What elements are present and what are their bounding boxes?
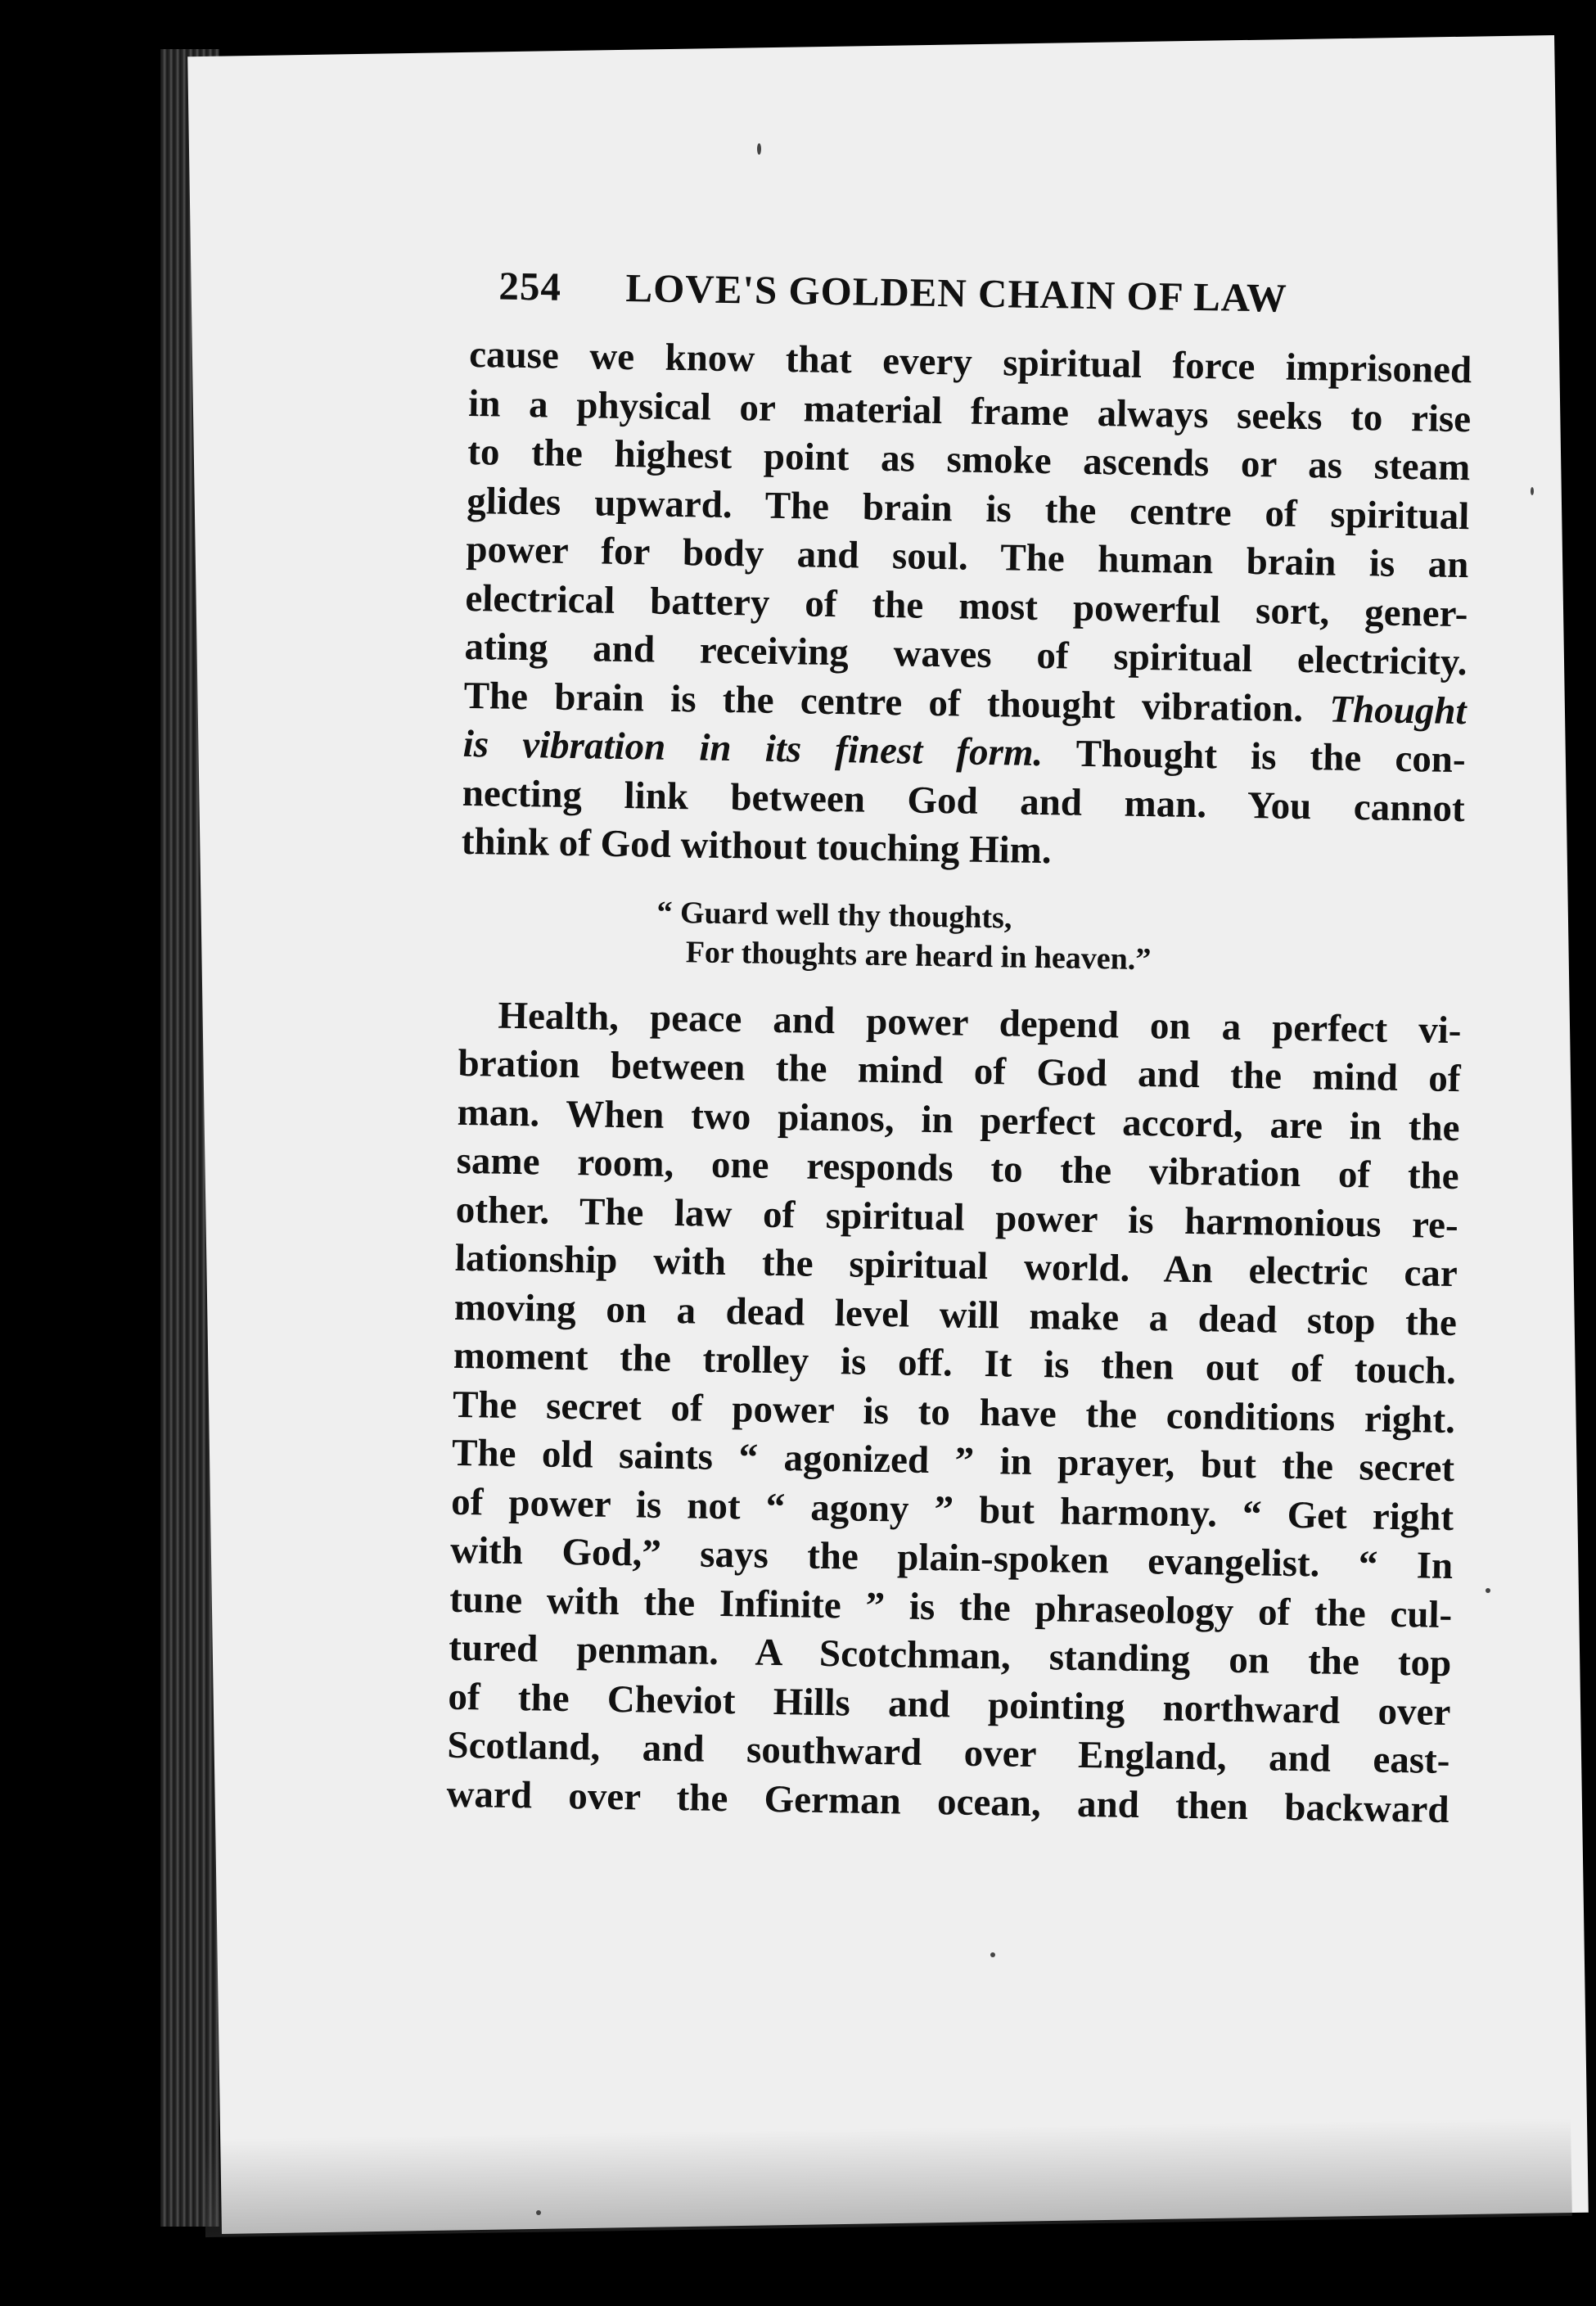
ink-speck	[536, 2210, 541, 2215]
text-line: tune with the Infinite ” is the phraseology of the cul-	[449, 1577, 1453, 1636]
verse-quote	[656, 892, 1463, 983]
text-line: Health, peace and power depend on a perfect vi-	[498, 994, 1462, 1052]
text-line: of the Cheviot Hills and pointing northward over	[448, 1675, 1451, 1734]
text-line: power for body and soul. The human brain is an	[466, 527, 1469, 587]
quote-line: “ Guard well thy thoughts,	[656, 895, 1012, 935]
italic-run: is vibration in its finest form.	[462, 722, 1044, 775]
text-line: ward over the German ocean, and then backward	[446, 1772, 1449, 1831]
ink-speck	[1486, 1588, 1490, 1593]
text-line: of power is not “ agony ” but harmony. “ Get right	[450, 1480, 1454, 1539]
text-line: moving on a dead level will make a dead stop the	[453, 1285, 1458, 1344]
text-line: think of God without touching Him.	[461, 819, 1053, 873]
text-run: The brain is the centre of thought vibration.	[463, 674, 1304, 730]
text-line: glides upward. The brain is the centre of spiritual	[467, 479, 1470, 538]
text-line: tured penman. A Scotchman, standing on the top	[448, 1626, 1452, 1686]
text-line: in a physical or material frame always seeks to rise	[467, 381, 1472, 440]
ink-speck	[1531, 487, 1534, 495]
page-bottom-shadow	[204, 2118, 1572, 2237]
text-line: other. The law of spiritual power is harmonious re-	[455, 1188, 1459, 1247]
running-head-title: LOVE'S GOLDEN CHAIN OF LAW	[625, 264, 1288, 321]
text-line: Scotland, and southward over England, and east-	[447, 1723, 1450, 1783]
text-line: The old saints “ agonized ” in prayer, but the secret	[451, 1431, 1455, 1491]
text-line: lationship with the spiritual world. An electric car	[454, 1236, 1458, 1296]
text-line: with God,” says the plain-spoken evangelist. “ In	[449, 1528, 1454, 1588]
ink-speck	[990, 1952, 995, 1957]
text-line: electrical battery of the most powerful sort, gener-	[465, 576, 1468, 635]
paragraph-2	[446, 991, 1462, 1834]
ink-speck	[757, 143, 761, 155]
text-line: The secret of power is to have the conditions right.	[452, 1383, 1456, 1442]
text-line: necting link between God and man. You cannot	[462, 771, 1466, 830]
page-text	[446, 262, 1473, 1834]
paragraph-1	[461, 331, 1472, 882]
text-line: bration between the mind of God and the mind of	[458, 1041, 1461, 1101]
text-line: same room, one responds to the vibration of the	[456, 1139, 1460, 1198]
text-line: cause we know that every spiritual force imprisoned	[468, 332, 1472, 392]
text-line: moment the trolley is off. It is then out of touch.	[453, 1334, 1457, 1393]
text-line: to the highest point as smoke ascends or as steam	[467, 430, 1471, 490]
text-line: man. When two pianos, in perfect accord, are in the	[457, 1090, 1460, 1149]
italic-run: Thought	[1328, 688, 1467, 733]
page-number: 254	[498, 263, 562, 309]
text-run: Thought is the con-	[1075, 732, 1467, 782]
text-line: ating and receiving waves of spiritual electricity.	[464, 625, 1468, 684]
quote-line: For thoughts are heard in heaven.”	[685, 934, 1152, 977]
